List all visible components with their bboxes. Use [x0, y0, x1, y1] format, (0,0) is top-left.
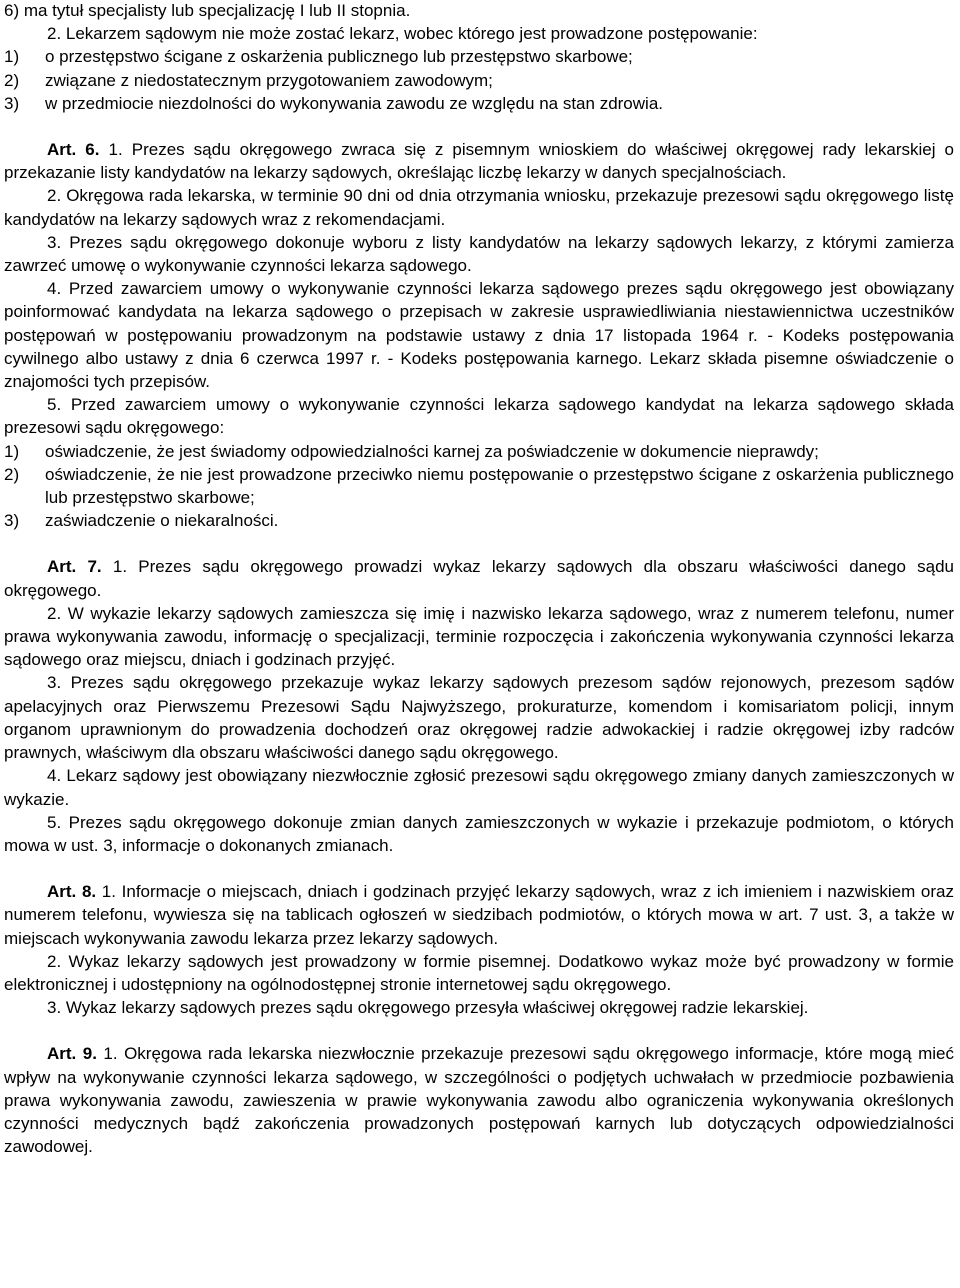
art-9-heading: Art. 9.	[47, 1044, 97, 1064]
paragraph-text: 1. Okręgowa rada lekarska niezwłocznie przekazuje prezesowi sądu okręgowego informacje, które mogą mieć wpływ na wykonywanie czynności lekarza sądowego, w szczególności o podjętych uchwałach w przedmiocie pozbawienia prawa wykonywania zawodu, zawieszenia w prawie wykonywania zawodu albo ograniczenia wykonywania określonych czynności medycznych bądź zakończenia prowadzonych postępowań karnych lub dotyczących odpowiedzialności zawodowej.	[4, 1044, 955, 1157]
list-item-number: 2)	[4, 70, 20, 90]
paragraph-number: 2.	[47, 186, 62, 206]
art-7-paragraph-1	[4, 555, 954, 601]
art-7-paragraph-2: 2. W wykazie lekarzy sądowych zamieszcza się imię i nazwisko lekarza sądowego, wraz z numerem telefonu, numer prawa wykonywania zawodu, informację o specjalizacji, terminie rozpoczęcia i zakończenia wykonywania czynności lekarza sądowego oraz miejscu, dniach i godzinach przyjęć.	[4, 603, 954, 670]
art-6-paragraph-3	[4, 231, 954, 277]
list-item-number: 3)	[4, 93, 20, 113]
art-9-paragraph-1	[4, 1042, 954, 1158]
paragraph-text: Przed zawarciem umowy o wykonywanie czynności lekarza sądowego prezes sądu okręgowego jest obowiązany poinformować kandydata na lekarza sądowego o przepisach w zakresie usprawiedliwiania niestawiennictwa uczestników postępowań w postępowaniu prowadzonym na podstawie ustawy z dnia 17 listopada 1964 r. - Kodeks postępowania cywilnego albo ustawy z dnia 6 czerwca 1997 r. - Kodeks postępowania karnego. Lekarz składa pisemne oświadczenie o znajomości tych przepisów.	[4, 279, 954, 392]
art-7-heading: Art. 7.	[47, 557, 102, 577]
list-item	[4, 45, 954, 68]
art-7-paragraph-5: 5. Prezes sądu okręgowego dokonuje zmian danych zamieszczonych w wykazie i przekazuje podmiotom, o których mowa w ust. 3, informacje o dokonanych zmianach.	[4, 812, 954, 855]
list-item	[4, 440, 954, 463]
paragraph-number: 1.	[108, 140, 123, 160]
art-6-paragraph-4	[4, 277, 954, 393]
paragraph-text: Przed zawarciem umowy o wykonywanie czynności lekarza sądowego kandydat na lekarza sądowego składa prezesowi sądu okręgowego:	[4, 395, 954, 438]
art-6-paragraph-5	[4, 393, 954, 439]
paragraph-text: Prezes sądu okręgowego zwraca się z pisemnym wnioskiem do właściwej okręgowej rady lekarskiej o przekazanie listy kandydatów na lekarzy sądowych, określając liczbę lekarzy w danych specjalnościach.	[4, 140, 954, 183]
art-8-paragraph-3: 3. Wykaz lekarzy sądowych prezes sądu okręgowego przesyła właściwej okręgowej radzie lekarskiej.	[47, 998, 809, 1018]
list-item-text: oświadczenie, że nie jest prowadzone przeciwko niemu postępowanie o przestępstwo ścigane z oskarżenia publicznego lub przestępstwo skarbowe;	[45, 464, 954, 508]
list-item-text: oświadczenie, że jest świadomy odpowiedzialności karnej za poświadczenie w dokumencie nieprawdy;	[45, 441, 819, 461]
list-item-text: o przestępstwo ścigane z oskarżenia publicznego lub przestępstwo skarbowe;	[45, 47, 633, 67]
list-item-number: 3)	[4, 511, 20, 531]
paragraph-number: 5.	[47, 395, 62, 415]
art-6-paragraph-1	[4, 138, 954, 184]
paragraph-text: 1. Informacje o miejscach, dniach i godzinach przyjęć lekarzy sądowych, wraz z ich imieniem i nazwiskiem oraz numerem telefonu, wywiesza się na tablicach ogłoszeń w siedzibach podmiotów, o których mowa w art. 7 ust. 3, a także w miejscach wykonywania zawodu lekarza przez lekarzy sądowych.	[4, 882, 954, 948]
art-8-heading: Art. 8.	[47, 882, 97, 902]
paragraph-number: 4.	[47, 279, 62, 299]
list-item-text: związane z niedostatecznym przygotowaniem zawodowym;	[45, 70, 493, 90]
list-item-number: 1)	[4, 47, 20, 67]
item-6: 6) ma tytuł specjalisty lub specjalizację I lub II stopnia.	[4, 1, 411, 20]
paragraph-number: 3.	[47, 232, 62, 252]
document-content	[4, 0, 954, 1158]
list-item	[4, 92, 954, 115]
paragraph-text: Okręgowa rada lekarska, w terminie 90 dni od dnia otrzymania wniosku, przekazuje prezesowi sądu okręgowego listę kandydatów na lekarzy sądowych wraz z rekomendacjami.	[4, 186, 954, 229]
art-8-paragraph-2: 2. Wykaz lekarzy sądowych jest prowadzony w formie pisemnej. Dodatkowo wykaz może być prowadzony w formie elektronicznej i udostępniony na ogólnodostępnej stronie internetowej sądu okręgowego.	[4, 951, 954, 994]
art-7-paragraph-3: 3. Prezes sądu okręgowego przekazuje wykaz lekarzy sądowych prezesom sądów rejonowych, prezesom sądów apelacyjnych oraz Pierwszemu Prezesowi Sądu Najwyższego, prokuraturze, komendom i komisariatom policji, innym organom uprawnionym do prowadzenia dochodzeń oraz okręgowej radzie adwokackiej i radzie okręgowej izby radców prawnych, właściwym dla obszaru właściwości danego sądu okręgowego.	[4, 673, 954, 763]
list-item	[4, 69, 954, 92]
art-7-paragraph-4: 4. Lekarz sądowy jest obowiązany niezwłocznie zgłosić prezesowi sądu okręgowego zmiany danych zamieszczonych w wykazie.	[4, 766, 954, 809]
list-item-number: 1)	[4, 441, 20, 461]
list-item-number: 2)	[4, 464, 20, 484]
art-6-heading: Art. 6.	[47, 140, 100, 160]
list-item-text: w przedmiocie niezdolności do wykonywania zawodu ze względu na stan zdrowia.	[45, 93, 663, 113]
paragraph-2: 2. Lekarzem sądowym nie może zostać lekarz, wobec którego jest prowadzone postępowanie:	[47, 24, 758, 44]
art-8-paragraph-1	[4, 880, 954, 950]
list-item	[4, 509, 954, 532]
paragraph-text: Prezes sądu okręgowego dokonuje wyboru z listy kandydatów na lekarzy sądowych lekarzy, z którymi zamierza zawrzeć umowę o wykonywanie czynności lekarza sądowego.	[4, 232, 954, 276]
list-item	[4, 463, 954, 509]
art-6-paragraph-2	[4, 184, 954, 230]
paragraph-text: 1. Prezes sądu okręgowego prowadzi wykaz lekarzy sądowych dla obszaru właściwości danego sądu okręgowego.	[4, 557, 954, 600]
list-item-text: zaświadczenie o niekaralności.	[45, 511, 279, 531]
